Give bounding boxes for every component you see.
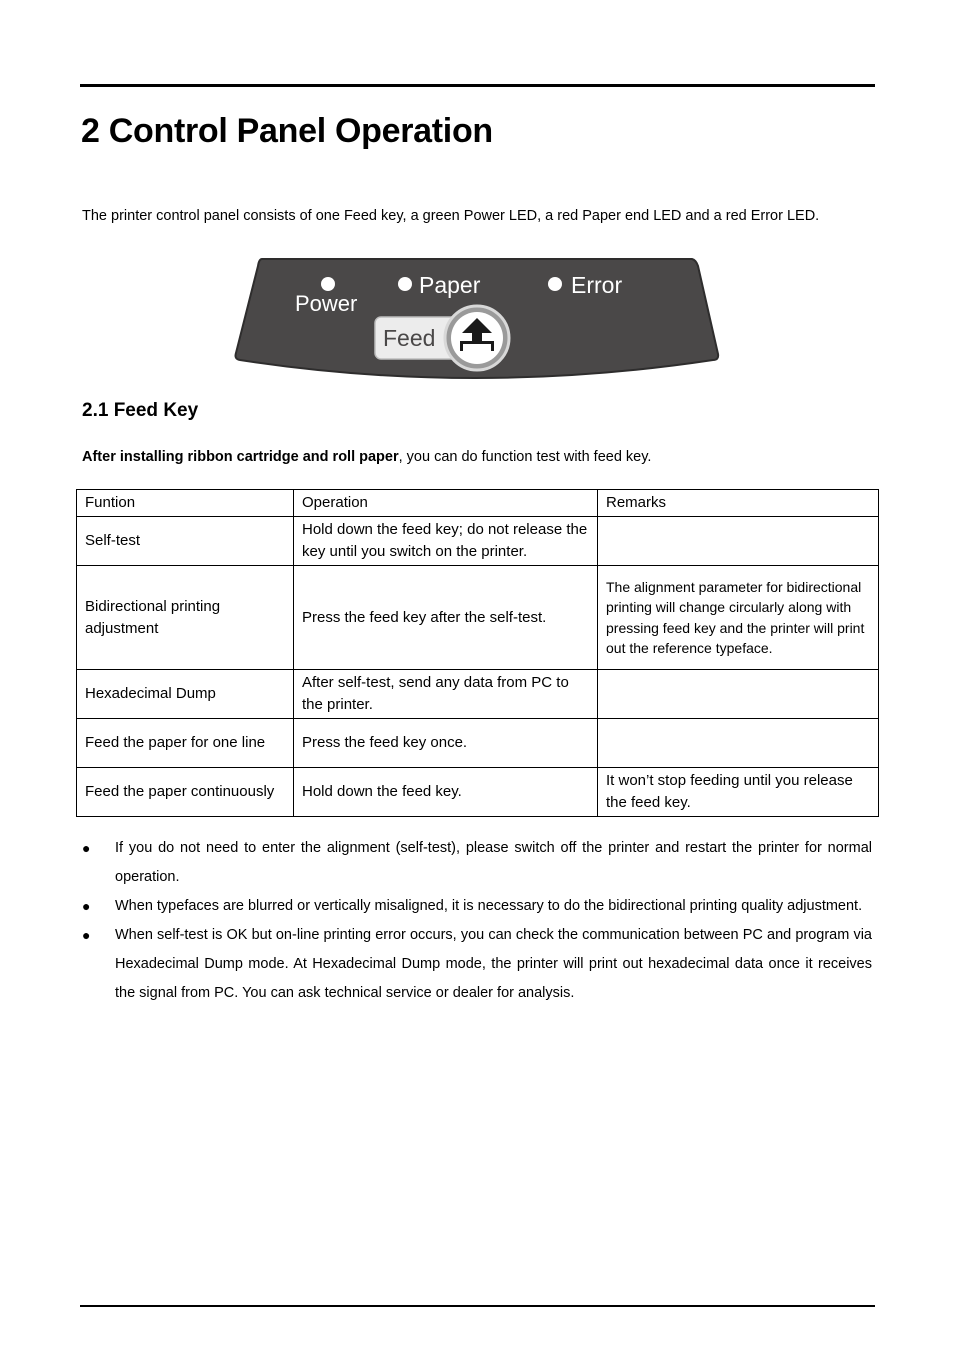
note-text: When self-test is OK but on-line printing error occurs, you can check the communication between PC and program via Hexadecimal Dump mode. At Hexadecimal Dump mode, the printer will print out hexadecimal data once it receives the signal from PC. You can ask technical service or dealer for analysis. (115, 927, 872, 1001)
table-cell (598, 670, 879, 719)
table-cell: Hold down the feed key. (294, 768, 598, 817)
control-panel-illustration (234, 256, 720, 381)
power-label: Power (295, 291, 358, 316)
note-text: When typefaces are blurred or vertically misaligned, it is necessary to do the bidirectional printing quality adjustment. (115, 898, 863, 914)
list-item (82, 834, 872, 892)
list-item (82, 921, 872, 1008)
feed-key-function-table (76, 489, 879, 817)
paper-label: Paper (419, 272, 481, 298)
table-cell: Press the feed key once. (294, 719, 598, 768)
table-cell: Feed the paper for one line (77, 719, 294, 768)
section-lead-rest: , you can do function test with feed key. (398, 449, 652, 465)
table-cell: Hexadecimal Dump (77, 670, 294, 719)
table-row (77, 768, 879, 817)
bullet-icon: ● (82, 840, 91, 856)
table-row (77, 719, 879, 768)
bullet-icon: ● (82, 898, 91, 914)
table-cell: Hold down the feed key; do not release the key until you switch on the printer. (294, 517, 598, 566)
table-header-cell: Funtion (77, 490, 294, 517)
error-label: Error (571, 272, 623, 298)
section-lead (82, 449, 651, 465)
note-text: If you do not need to enter the alignment (self-test), please switch off the printer and restart the printer for normal operation. (115, 840, 872, 885)
table-row (77, 566, 879, 670)
table-cell: Feed the paper continuously (77, 768, 294, 817)
table-cell (598, 719, 879, 768)
table-header-cell: Operation (294, 490, 598, 517)
table-cell: It won’t stop feeding until you release the feed key. (598, 768, 879, 817)
bullet-icon: ● (82, 927, 91, 943)
table-cell: Self-test (77, 517, 294, 566)
chapter-title: 2 Control Panel Operation (81, 112, 493, 150)
feed-label: Feed (383, 325, 436, 351)
table-row (77, 517, 879, 566)
power-led-icon (321, 277, 335, 291)
list-item (82, 892, 872, 921)
table-header-row (77, 490, 879, 517)
intro-paragraph: The printer control panel consists of one Feed key, a green Power LED, a red Paper end LED and a red Error LED. (82, 208, 820, 224)
paper-led-icon (398, 277, 412, 291)
table-cell (598, 517, 879, 566)
section-lead-bold: After installing ribbon cartridge and roll paper (82, 449, 399, 465)
error-led-icon (548, 277, 562, 291)
table-cell: After self-test, send any data from PC to the printer. (294, 670, 598, 719)
notes-list (82, 834, 872, 1008)
table-cell: The alignment parameter for bidirectional printing will change circularly along with pressing feed key and the printer will print out the reference typeface. (598, 566, 879, 670)
table-row (77, 670, 879, 719)
table-header-cell: Remarks (598, 490, 879, 517)
header-rule (80, 84, 875, 87)
table-cell: Bidirectional printing adjustment (77, 566, 294, 670)
table-cell: Press the feed key after the self-test. (294, 566, 598, 670)
section-title: 2.1 Feed Key (82, 400, 199, 421)
footer-rule (80, 1305, 875, 1307)
